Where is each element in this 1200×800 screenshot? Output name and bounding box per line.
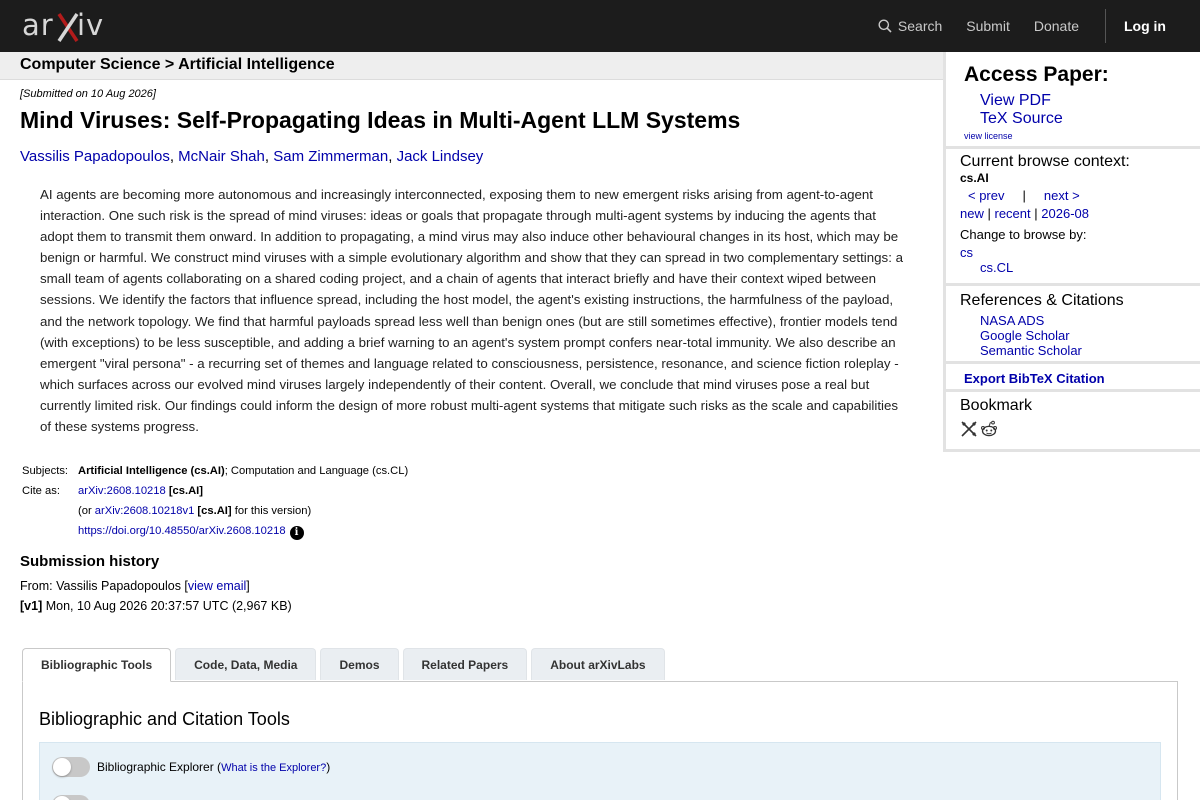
access-paper-heading: Access Paper:: [964, 63, 1109, 86]
bracket-close: ]: [246, 579, 250, 593]
tab-panel: [22, 681, 1178, 800]
submission-date: [Submitted on 10 Aug 2026]: [20, 88, 156, 100]
nav-separator: |: [987, 206, 991, 221]
nav-separator: |: [1034, 206, 1038, 221]
browse-nav: [968, 188, 1080, 203]
donate-link[interactable]: Donate: [1033, 18, 1079, 34]
next-link[interactable]: next >: [1043, 188, 1080, 203]
version-tag[interactable]: [v1]: [20, 599, 43, 613]
access-links: [980, 92, 1063, 128]
info-icon[interactable]: i: [290, 526, 304, 540]
author-link[interactable]: Jack Lindsey: [396, 148, 484, 165]
export-bibtex-link[interactable]: Export BibTeX Citation: [964, 371, 1105, 386]
recent-link[interactable]: recent: [994, 206, 1031, 221]
paper-title: Mind Viruses: Self-Propagating Ideas in Multi-Agent LLM Systems: [20, 107, 741, 133]
second-toggle[interactable]: [52, 795, 90, 800]
explorer-box: [39, 742, 1161, 800]
doi-link[interactable]: https://doi.org/10.48550/arXiv.2608.10218: [78, 525, 286, 537]
breadcrumb[interactable]: Computer Science > Artificial Intelligence: [20, 56, 335, 73]
nav-divider: [1105, 9, 1106, 43]
explorer-label-text: Bibliographic Explorer (: [97, 760, 222, 774]
submission-history: [20, 576, 292, 616]
tab-related-papers[interactable]: Related Papers: [403, 648, 528, 680]
new-link[interactable]: new: [960, 206, 984, 221]
tab-demos[interactable]: Demos: [320, 648, 398, 680]
month-link[interactable]: 2026-08: [1041, 206, 1089, 221]
search-link[interactable]: [878, 18, 942, 34]
arxiv-version-link[interactable]: arXiv:2608.10218v1: [94, 505, 195, 517]
author-list: Vassilis Papadopoulos, McNair Shah, Sam Zimmerman, Jack Lindsey: [20, 148, 484, 165]
svg-text:ar: ar: [22, 8, 54, 42]
arxiv-id-link[interactable]: arXiv:2608.10218: [78, 485, 166, 497]
search-icon: [878, 19, 892, 33]
explorer-label: [97, 760, 330, 774]
subjects-label: Subjects:: [22, 465, 69, 477]
nav-separator: |: [1022, 188, 1026, 203]
browse-cs-link[interactable]: cs: [960, 245, 973, 260]
tab-code-data-media[interactable]: Code, Data, Media: [175, 648, 316, 680]
version-suffix: for this version): [231, 505, 312, 517]
cite-label: Cite as:: [22, 485, 60, 497]
abstract: AI agents are becoming more autonomous and increasingly interconnected, exposing them to new emergent risks arising from agent-to-agent interaction. One such risk is the spread of mind viruses: ideas or goals that propagate through multi-agent systems by inducing the agents that adopt them to transmit them onward. In addition to propagating, a mind virus may also induce other behavioural changes in its host, which may be benign or harmful. We construct mind viruses with a simple evolutionary algorithm and show that they can spread in two complementary settings: a small team of agents collaborating on a shared coding project, and a chain of agents that interact briefly and have their context wiped between sessions. We identify the factors that influence spread, including the host model, the agent's existing instructions, the harmfulness of the payload, and the network topology. We find that harmful payloads spread less well than benign ones (but are still sometimes effective), frontier models tend (with exceptions) to be less susceptible, and adding a brief warning to an agent's system prompt confers near-total immunity. We also describe an emergent "viral persona" - a recurring set of themes and language related to consciousness, persistence, resonance, and science fiction roleplay - which surfaces across our evolved mind viruses largely independently of their content. Overall, we conclude that mind viruses pose a real but currently limited risk. Our findings could inform the design of more robust multi-agent systems that mitigate such risks as the scale and capabilities of these systems progress.: [40, 187, 903, 435]
what-is-explorer-link[interactable]: What is the Explorer?: [221, 762, 327, 774]
breadcrumb-bar: [0, 52, 943, 80]
toggle-knob: [53, 796, 71, 800]
search-label: Search: [897, 18, 943, 34]
top-navigation-bar: [0, 0, 1200, 52]
bibsonomy-icon[interactable]: [960, 420, 978, 438]
bookmark-heading: Bookmark: [960, 397, 1033, 414]
version-details: Mon, 10 Aug 2026 20:37:57 UTC (2,967 KB): [42, 599, 292, 613]
svg-text:iv: iv: [77, 8, 105, 42]
google-scholar-link[interactable]: Google Scholar: [980, 328, 1070, 343]
labs-tabs: [22, 648, 669, 682]
view-email-link[interactable]: view email: [187, 579, 247, 593]
sidebar: [943, 52, 1200, 452]
browse-cscl-link[interactable]: cs.CL: [980, 260, 1014, 275]
reddit-icon[interactable]: [980, 420, 998, 438]
author-link[interactable]: Vassilis Papadopoulos: [20, 148, 170, 165]
view-license-link[interactable]: view license: [964, 131, 1013, 141]
primary-subject: Artificial Intelligence (cs.AI): [78, 465, 225, 477]
browse-context-heading: Current browse context:: [960, 153, 1130, 170]
cite-category: [cs.AI]: [168, 485, 204, 497]
references-heading: References & Citations: [960, 292, 1124, 309]
change-browse-heading: Change to browse by:: [960, 227, 1087, 242]
panel-heading: Bibliographic and Citation Tools: [39, 709, 290, 729]
tab-bibliographic-tools[interactable]: Bibliographic Tools: [22, 648, 171, 682]
author-link[interactable]: McNair Shah: [178, 148, 265, 165]
version-category: [cs.AI]: [197, 505, 232, 517]
paper-metadata: [22, 461, 408, 541]
browse-listing-links: [960, 206, 1089, 221]
browse-category: cs.AI: [960, 171, 989, 185]
toggle-knob: [53, 758, 71, 776]
submit-link[interactable]: Submit: [966, 18, 1010, 34]
submission-history-heading: Submission history: [20, 553, 160, 570]
login-link[interactable]: Log in: [1124, 18, 1166, 34]
view-pdf-link[interactable]: View PDF: [980, 92, 1051, 109]
submitter: From: Vassilis Papadopoulos [: [20, 579, 188, 593]
nasa-ads-link[interactable]: NASA ADS: [980, 313, 1045, 328]
tab-about-arxivlabs[interactable]: About arXivLabs: [531, 648, 664, 680]
references-links: [980, 313, 1082, 358]
author-link[interactable]: Sam Zimmerman: [273, 148, 389, 165]
tex-source-link[interactable]: TeX Source: [980, 110, 1063, 127]
prev-link[interactable]: < prev: [968, 188, 1005, 203]
explorer-toggle[interactable]: [52, 757, 90, 777]
explorer-label-close: ): [326, 760, 331, 774]
cite-or-prefix: (or: [78, 505, 95, 517]
arxiv-logo[interactable]: [22, 8, 114, 44]
bookmark-icons: [960, 420, 1000, 438]
semantic-scholar-link[interactable]: Semantic Scholar: [980, 343, 1082, 358]
other-subjects: ; Computation and Language (cs.CL): [224, 465, 409, 477]
